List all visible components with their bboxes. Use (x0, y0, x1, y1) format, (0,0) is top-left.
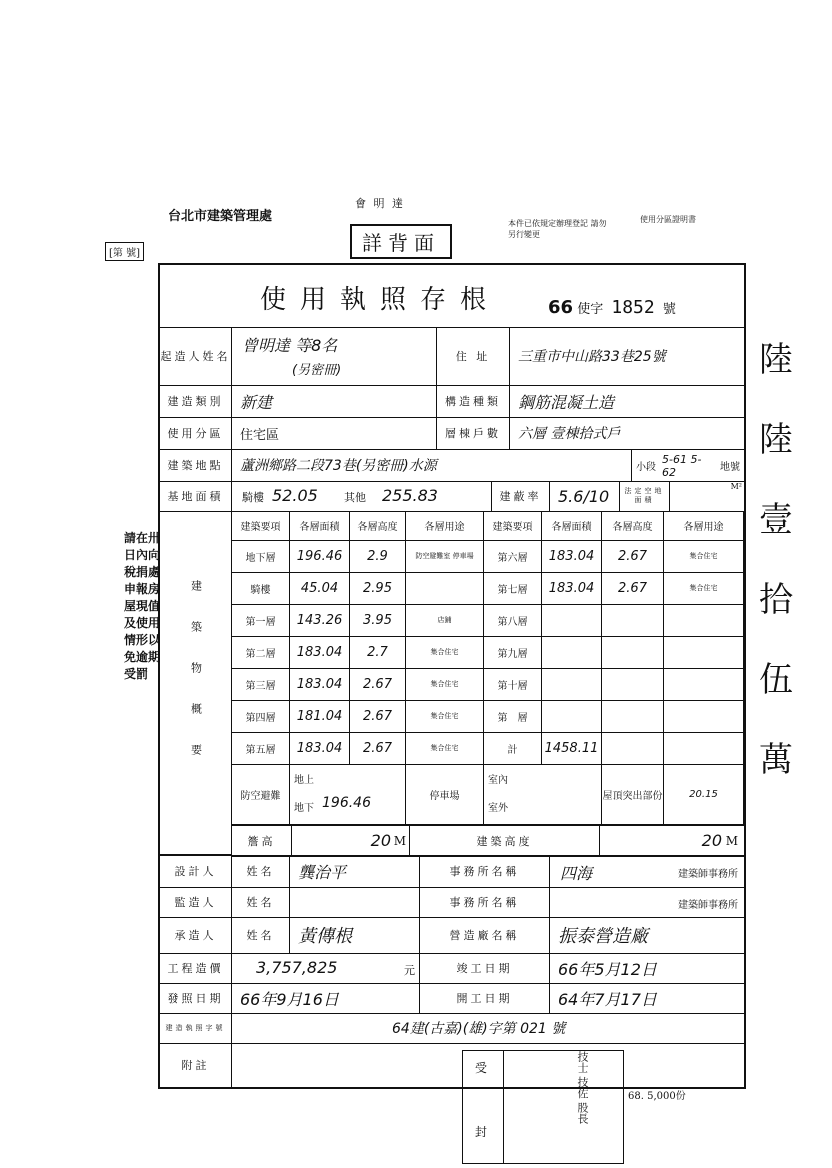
open-unit: M² (730, 482, 742, 491)
lot-suffix: 地號 (720, 462, 740, 473)
floor-height: 2.95 (350, 573, 406, 605)
floor-name: 騎樓 (232, 573, 290, 605)
supervisor-value (290, 887, 420, 917)
floor-use: 集合住宅 (406, 637, 484, 669)
open-value-cell (670, 481, 744, 511)
shelter-above: 地上 (294, 775, 314, 786)
structure-value: 鋼筋混凝土造 (518, 392, 615, 412)
right-vertical-amount: 陸 陸 壹 拾 伍 萬 (759, 340, 793, 780)
license-label: 建造執照字號 (160, 1013, 232, 1043)
shelter-below: 地下 (294, 803, 314, 814)
builder-row (160, 327, 744, 386)
supervisor-office-cell (550, 887, 744, 917)
floor-area (542, 605, 602, 637)
floor-name: 第一層 (232, 605, 290, 637)
floor-name: 第六層 (484, 541, 542, 573)
floor-height (602, 637, 664, 669)
floor-area: 1458.11 (542, 733, 602, 765)
category-label: 建造類別 (160, 385, 232, 417)
cost-unit: 元 (404, 964, 415, 977)
start-value: 64年7月17日 (558, 989, 657, 1009)
seal-staff (567, 1051, 589, 1163)
designer-value: 龔治平 (290, 855, 420, 887)
company-label: 營造廠名稱 (420, 917, 550, 953)
side-note: 請在卅日內向稅捐處申報房屋現值及使用情形以免逾期受罰 (124, 531, 161, 681)
permit-suffix: 號 (662, 302, 676, 317)
floor-area: 183.04 (542, 541, 602, 573)
permit-word: 使字 (577, 302, 604, 317)
floor-name: 第 層 (484, 701, 542, 733)
designer-label: 設計人 (160, 855, 232, 887)
floor-height: 2.67 (350, 669, 406, 701)
remark-label: 附註 (160, 1043, 232, 1087)
floor-name: 第五層 (232, 733, 290, 765)
cost-row (160, 953, 744, 984)
floor-area: 181.04 (290, 701, 350, 733)
issue-label: 發照日期 (160, 983, 232, 1013)
floor-area: 196.46 (290, 541, 350, 573)
floor-name: 第十層 (484, 669, 542, 701)
other-label: 其他 (344, 491, 366, 504)
lot-value: 5-61 5-62 (662, 453, 702, 479)
eave-row (232, 825, 744, 857)
col-use-header-right: 各層用途 (664, 511, 744, 541)
floor-use (406, 573, 484, 605)
seal-receive (463, 1051, 504, 1163)
back-side-label: 詳背面 (350, 224, 452, 259)
floors-value: 六層 壹棟拾式戶 (518, 426, 621, 442)
floor-use: 集合住宅 (406, 733, 484, 765)
stamp-note: 本件已依規定辦理登記 請勿另行變更 (508, 219, 607, 239)
col-height-header-right: 各層高度 (602, 511, 664, 541)
shelter-cell (290, 765, 406, 825)
other-value: 255.83 (382, 486, 438, 505)
floor-height: 2.67 (602, 541, 664, 573)
builder-cell (232, 327, 437, 385)
floor-height: 2.67 (602, 573, 664, 605)
shelter-label: 防空避難 (232, 765, 290, 825)
floor-height (602, 669, 664, 701)
license-value: 64建(古嘉)(雄)字第 021 號 (392, 1021, 566, 1037)
coverage-label: 建蔽率 (492, 481, 550, 511)
title-row (160, 265, 744, 328)
seal-tech2-label: 技佐 (576, 1076, 589, 1099)
seal-tech-label: 技士 (576, 1051, 589, 1073)
floor-use (664, 669, 744, 701)
floor-area: 183.04 (290, 637, 350, 669)
cost-cell (232, 953, 420, 983)
col-item-header-right: 建築要項 (484, 511, 542, 541)
floor-height: 2.9 (350, 541, 406, 573)
permit-stub-form (158, 263, 746, 1089)
floor-area: 183.04 (290, 669, 350, 701)
parking-cell (484, 765, 602, 825)
issue-value: 66年9月16日 (232, 983, 420, 1013)
designer-office: 四海 (560, 864, 593, 883)
floor-use (664, 605, 744, 637)
site-row (160, 449, 744, 482)
contractor-label: 承造人 (160, 917, 232, 953)
remark-row (160, 1043, 744, 1087)
contractor-row (160, 917, 744, 954)
category-value: 新建 (232, 385, 437, 417)
floor-area: 183.04 (290, 733, 350, 765)
cost-label: 工程造價 (160, 953, 232, 983)
bh-value: 20 (701, 831, 722, 850)
area-row (160, 481, 744, 512)
floor-name: 第七層 (484, 573, 542, 605)
seal-receive-label: 受 (475, 1061, 488, 1075)
col-area-header: 各層面積 (290, 511, 350, 541)
parking-label: 停車場 (406, 765, 484, 825)
supervisor-name-label: 姓名 (232, 887, 290, 917)
finish-value: 66年5月12日 (558, 959, 657, 979)
zone-label: 使用分區 (160, 417, 232, 449)
col-item-header: 建築要項 (232, 511, 290, 541)
stamp-note-right: 使用分區證明書 (640, 215, 696, 224)
floor-area (542, 669, 602, 701)
designer-office-suffix: 建築師事務所 (678, 869, 738, 880)
corner-mark: [第 號] (105, 242, 144, 261)
floor-use: 店鋪 (406, 605, 484, 637)
eave-cell (292, 826, 410, 856)
permit-number (548, 297, 676, 318)
supervisor-row (160, 887, 744, 918)
floor-area: 183.04 (542, 573, 602, 605)
building-section-label: 建築物概要 (160, 511, 232, 855)
floor-use (664, 701, 744, 733)
floors-label: 層棟戶數 (437, 417, 510, 449)
supervisor-label: 監造人 (160, 887, 232, 917)
roof-label: 屋頂突出部份 (602, 765, 664, 825)
building-grid (232, 511, 744, 855)
contractor-value: 黃傳根 (290, 917, 420, 953)
license-row (160, 1013, 744, 1044)
structure-label: 構造種類 (437, 385, 510, 417)
form-title: 使用執照存根 (260, 285, 501, 315)
floor-name: 第八層 (484, 605, 542, 637)
floor-name: 第三層 (232, 669, 290, 701)
floor-use: 集合住宅 (664, 541, 744, 573)
lot-cell (632, 449, 744, 481)
designer-office-cell (550, 855, 744, 887)
floor-name: 第四層 (232, 701, 290, 733)
floor-height (602, 733, 664, 765)
parking-in: 室內 (488, 775, 508, 786)
floor-use (664, 733, 744, 765)
eave-value: 20 (370, 831, 391, 850)
floor-area: 45.04 (290, 573, 350, 605)
zone-row (160, 417, 744, 450)
builder-label: 起造人姓名 (160, 327, 232, 385)
floor-height: 2.67 (350, 733, 406, 765)
roof-value: 20.15 (664, 765, 744, 825)
floor-use: 防空避難室 停車場 (406, 541, 484, 573)
arcade-value: 52.05 (272, 486, 318, 505)
designer-row (160, 855, 744, 888)
company-value: 振泰營造廠 (558, 926, 648, 947)
category-row (160, 385, 744, 418)
floor-name: 第二層 (232, 637, 290, 669)
permit-no: 1852 (611, 297, 655, 318)
address-label: 住 址 (437, 327, 510, 385)
col-use-header: 各層用途 (406, 511, 484, 541)
col-height-header: 各層高度 (350, 511, 406, 541)
floor-area: 143.26 (290, 605, 350, 637)
zone-value: 住宅區 (232, 417, 437, 449)
bh-label: 建築高度 (410, 826, 600, 856)
open-label: 法定空地面積 (620, 481, 670, 511)
site-value: 蘆洲鄉路二段73巷(另密冊)水源 (232, 449, 632, 481)
lot-label: 小段 (636, 462, 656, 473)
print-note: 68. 5,000份 (628, 1091, 686, 1102)
seal-seal-label: 封 (475, 1125, 488, 1139)
builder-sub: (另密冊) (292, 363, 342, 378)
seal-box (462, 1050, 624, 1164)
floor-area (542, 701, 602, 733)
bh-cell (600, 826, 744, 856)
col-area-header-right: 各層面積 (542, 511, 602, 541)
floor-name: 計 (484, 733, 542, 765)
floor-height: 3.95 (350, 605, 406, 637)
arcade-label: 騎樓 (242, 491, 264, 504)
address-value: 三重市中山路33巷25號 (518, 349, 666, 365)
start-label: 開工日期 (420, 983, 550, 1013)
seal-chief-label: 股長 (576, 1102, 589, 1124)
area-cell (232, 481, 492, 511)
coverage-value: 5.6/10 (550, 481, 620, 511)
floor-height: 2.7 (350, 637, 406, 669)
area-label: 基地面積 (160, 481, 232, 511)
supervisor-office-suffix: 建築師事務所 (678, 900, 738, 911)
cost-value: 3,757,825 (256, 958, 338, 977)
supervisor-office-label: 事務所名稱 (420, 887, 550, 917)
floor-height (602, 605, 664, 637)
bh-unit: M (725, 834, 738, 848)
floor-name: 地下層 (232, 541, 290, 573)
floor-name: 第九層 (484, 637, 542, 669)
floor-use: 集合住宅 (664, 573, 744, 605)
header-center-text: 會 明 達 (355, 197, 405, 210)
designer-name-label: 姓名 (232, 855, 290, 887)
permit-year: 66 (548, 297, 574, 318)
office-header: 台北市建築管理處 (168, 209, 273, 224)
issue-row (160, 983, 744, 1014)
floor-use: 集合住宅 (406, 669, 484, 701)
floor-use (664, 637, 744, 669)
floor-height (602, 701, 664, 733)
floor-height: 2.67 (350, 701, 406, 733)
floor-area (542, 637, 602, 669)
finish-label: 竣工日期 (420, 953, 550, 983)
floor-use: 集合住宅 (406, 701, 484, 733)
parking-out: 室外 (488, 803, 508, 814)
contractor-name-label: 姓名 (232, 917, 290, 953)
builder-value: 曾明達 等8名 (242, 336, 338, 355)
eave-unit: M (393, 834, 406, 848)
shelter-below-value: 196.46 (322, 795, 371, 811)
site-label: 建築地點 (160, 449, 232, 481)
eave-label: 簷高 (232, 826, 292, 856)
designer-office-label: 事務所名稱 (420, 855, 550, 887)
